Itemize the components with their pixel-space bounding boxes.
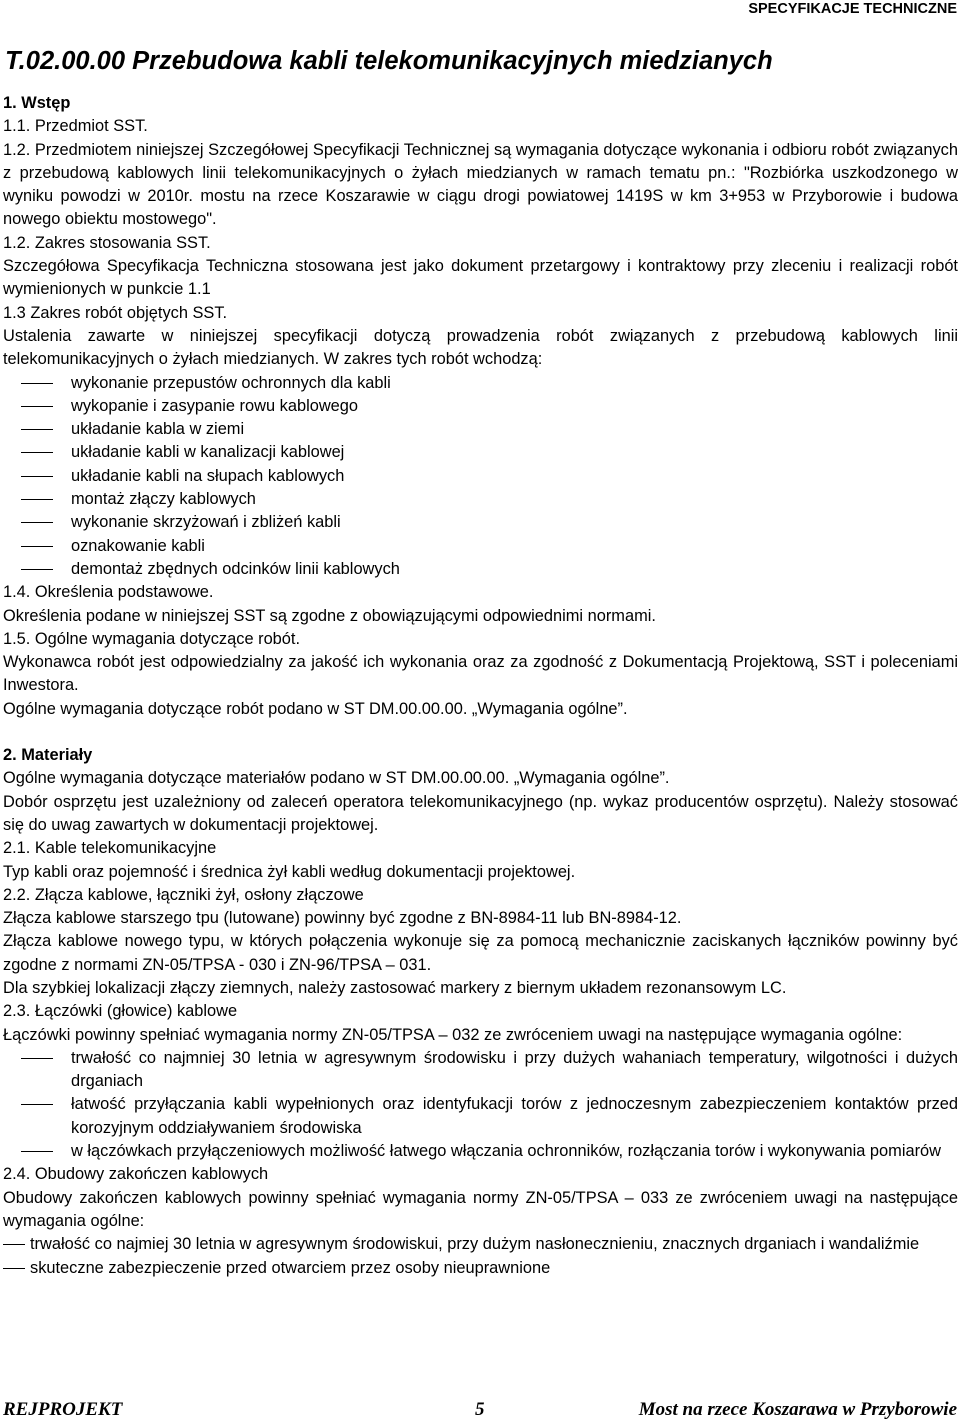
subsection-2-2-body-3: Dla szybkiej lokalizacji złączy ziemnych, należy zastosować markery z biernym układem rezonansowym LC. (3, 978, 787, 997)
page-number: 5 (475, 1399, 485, 1420)
section-2-text-2: Dobór osprzętu jest uzależniony od zaleceń operatora telekomunikacyjnego (np. wykaz producentów osprzętu). Należy stosować się do uwag zawartych w dokumentacji projektowej. (3, 792, 958, 834)
list-item: demontaż zbędnych odcinków linii kablowych (3, 558, 958, 581)
list-item: oznakowanie kabli (3, 535, 958, 558)
subsection-1-4-body: Określenia podane w niniejszej SST są zgodne z obowiązującymi odpowiednimi normami. (3, 606, 656, 625)
requirements-list-2-3 (3, 1047, 958, 1163)
list-item: łatwość przyłączania kabli wypełnionych oraz identyfukacji torów z jednoczesnym zabezpieczeniem kontaktów przed korozyjnym oddziaływaniem środowiska (3, 1093, 958, 1140)
list-item: w łączówkach przyłączeniowych możliwość łatwego włączania ochronników, rozłączania torów i wykonywania pomiarów (3, 1140, 958, 1163)
subsection-2-4-body: Obudowy zakończen kablowych powinny spełniać wymagania normy ZN-05/TPSA – 033 ze zwróceniem uwagi na następujące wymagania ogólne: (3, 1188, 958, 1230)
subsection-1-2-body: Szczegółowa Specyfikacja Techniczna stosowana jest jako dokument przetargowy i kontraktowy przy zleceniu i realizacji robót wymienionych w punkcie 1.1 (3, 257, 958, 299)
scope-list (3, 372, 958, 582)
list-item: trwałość co najmiej 30 letnia w agresywnym środowiskui, przy dużym nasłonecznieniu, znacznych drganiach i wandaliźmie (3, 1233, 958, 1256)
list-item: układanie kabla w ziemi (3, 418, 958, 441)
subsection-2-1-body: Typ kabli oraz pojemność i średnica żył kabli według dokumentacji projektowej. (3, 862, 576, 881)
subsection-1-1: 1.1. Przedmiot SST. (3, 117, 148, 136)
subsection-1-5-heading: 1.5. Ogólne wymagania dotyczące robót. (3, 629, 301, 648)
subsection-2-2-heading: 2.2. Złącza kablowe, łączniki żył, osłony złączowe (3, 885, 364, 904)
list-item: wykopanie i zasypanie rowu kablowego (3, 395, 958, 418)
subsection-2-2-body-1: Złącza kablowe starszego tpu (lutowane) powinny być zgodne z BN-8984-11 lub BN-8984-12. (3, 909, 682, 928)
subsection-2-4-heading: 2.4. Obudowy zakończen kablowych (3, 1165, 269, 1184)
subsection-1-2-text: 1.2. Przedmiotem niniejszej Szczegółowej Specyfikacji Technicznej są wymagania dotyczące wykonania i odbioru robót związanych z przebudową kablowych linii telekomunikacyjnych o żyłach miedzianych w ramach tematu pn.: "Rozbiórka uszkodzonego w wyniku powodzi w 2010r. mostu na rzece Koszarawie w ciągu drogi powiatowej 1419S w km 3+953 w Przyborowie i budowa nowego obiektu mostowego". (3, 140, 958, 229)
list-item: wykonanie skrzyżowań i zbliżeń kabli (3, 511, 958, 534)
subsection-1-3-body: Ustalenia zawarte w niniejszej specyfikacji dotyczą prowadzenia robót związanych z przebudową kablowych linii telekomunikacyjnych o żyłach miedzianych. W zakres tych robót wchodzą: (3, 326, 958, 369)
section-2-text-1: Ogólne wymagania dotyczące materiałów podano w ST DM.00.00.00. „Wymagania ogólne”. (3, 769, 670, 788)
document-body (3, 92, 958, 1280)
subsection-1-4-heading: 1.4. Określenia podstawowe. (3, 583, 214, 602)
subsection-2-3-body: Łączówki powinny spełniać wymagania normy ZN-05/TPSA – 032 ze zwróceniem uwagi na następujące wymagania ogólne: (3, 1025, 903, 1044)
section-heading-2: 2. Materiały (3, 746, 93, 765)
spacer (3, 721, 958, 744)
section-heading-1: 1. Wstęp (3, 94, 71, 112)
subsection-1-5-body: Wykonawca robót jest odpowiedzialny za jakość ich wykonania oraz za zgodność z Dokumentacją Projektową, SST i poleceniami Inwestora. (3, 653, 958, 695)
list-item: układanie kabli w kanalizacji kablowej (3, 441, 958, 464)
page-footer (3, 1398, 957, 1422)
subsection-1-3-heading: 1.3 Zakres robót objętych SST. (3, 303, 228, 322)
list-item: układanie kabli na słupach kablowych (3, 465, 958, 488)
subsection-1-2-heading: 1.2. Zakres stosowania SST. (3, 233, 211, 252)
requirements-list-2-4 (3, 1233, 958, 1280)
subsection-2-3-heading: 2.3. Łączówki (głowice) kablowe (3, 1002, 238, 1021)
subsection-1-5-body-2: Ogólne wymagania dotyczące robót podano w ST DM.00.00.00. „Wymagania ogólne”. (3, 699, 628, 718)
footer-company: REJPROJEKT (3, 1399, 123, 1420)
footer-project: Most na rzece Koszarawa w Przyborowie (638, 1399, 957, 1420)
running-header: SPECYFIKACJE TECHNICZNE (748, 1, 957, 17)
list-item: wykonanie przepustów ochronnych dla kabli (3, 372, 958, 395)
document-title: T.02.00.00 Przebudowa kabli telekomunikacyjnych miedzianych (5, 47, 773, 75)
subsection-2-1-heading: 2.1. Kable telekomunikacyjne (3, 839, 217, 858)
subsection-2-2-body-2: Złącza kablowe nowego typu, w których połączenia wykonuje się za pomocą mechanicznie zaciskanych łączników powinny być zgodne z normami ZN-05/TPSA - 030 i ZN-96/TPSA – 031. (3, 932, 958, 974)
list-item: trwałość co najmniej 30 letnia w agresywnym środowisku i przy dużych wahaniach temperatury, wilgotności i dużych drganiach (3, 1047, 958, 1094)
list-item: skuteczne zabezpieczenie przed otwarciem przez osoby nieuprawnione (3, 1257, 958, 1280)
list-item: montaż złączy kablowych (3, 488, 958, 511)
